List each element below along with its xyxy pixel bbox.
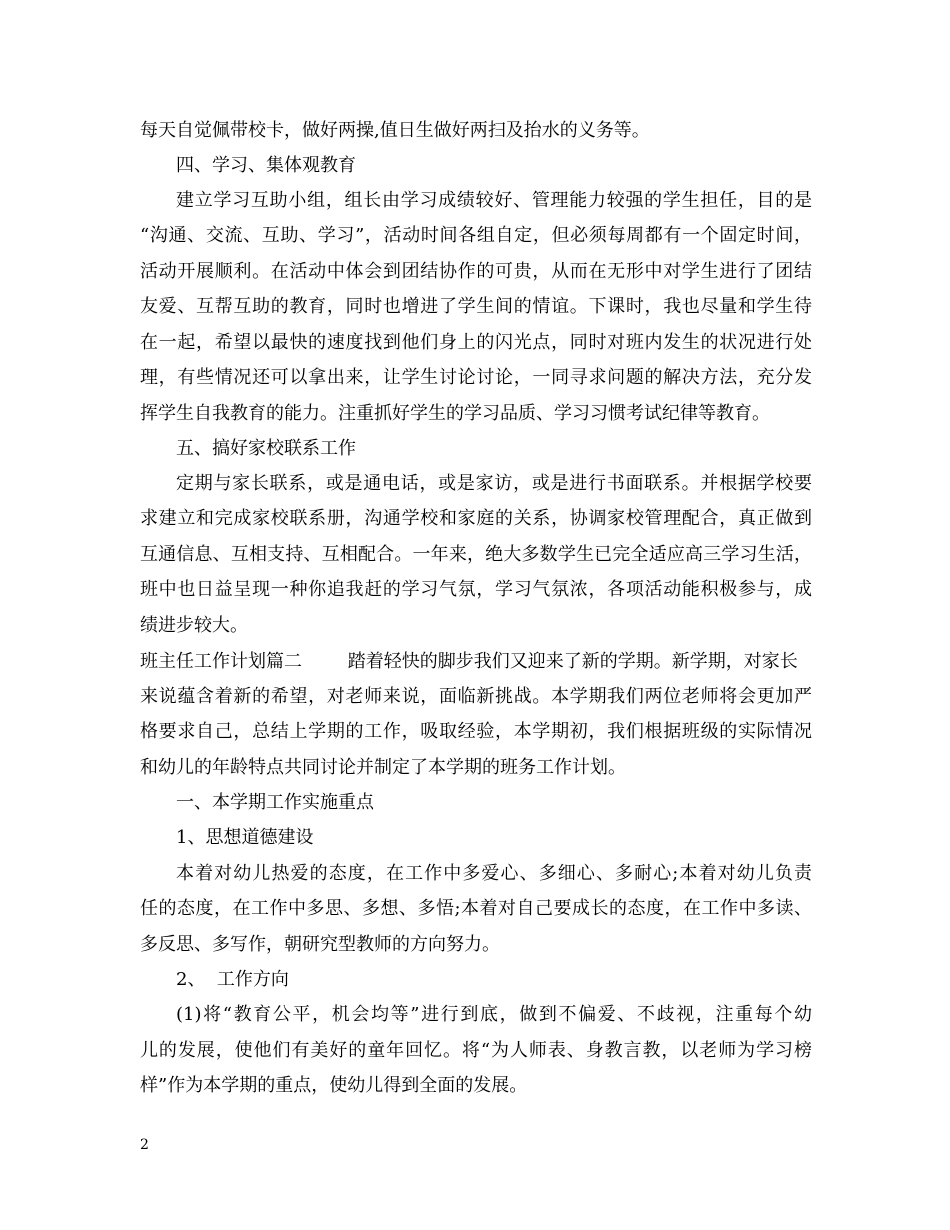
- section-heading: 四、学习、集体观教育: [176, 155, 356, 176]
- text-line: 绩进步较大。: [140, 615, 248, 636]
- text-line: 挥学生自我教育的能力。注重抓好学生的学习品质、学习习惯考试纪律等教育。: [140, 403, 770, 424]
- text-line: 任的态度，在工作中多思、多想、多悟;本着对自己要成长的态度，在工作中多读、: [140, 898, 812, 919]
- page-number: 2: [140, 1137, 149, 1153]
- text-line: 友爱、互帮互助的教育，同时也增进了学生间的情谊。下课时，我也尽量和学生待: [140, 296, 812, 317]
- text-line: 定期与家长联系，或是通电话，或是家访，或是进行书面联系。并根据学校要: [176, 473, 812, 494]
- text-line: 班中也日益呈现一种你追我赶的学习气氛，学习气氛浓，各项活动能积极参与，成: [140, 579, 812, 600]
- text-line: 本着对幼儿热爱的态度，在工作中多爱心、多细心、多耐心;本着对幼儿负责: [176, 863, 812, 884]
- section-heading: 一、本学期工作实施重点: [176, 792, 374, 813]
- text-line: 儿的发展，使他们有美好的童年回忆。将“为人师表、身教言教，以老师为学习榜: [140, 1040, 812, 1061]
- text-line: 理，有些情况还可以拿出来，让学生讨论讨论，一同寻求问题的解决方法，充分发: [140, 367, 812, 388]
- text-line: 建立学习互助小组，组长由学习成绩较好、管理能力较强的学生担任，目的是: [176, 190, 812, 211]
- text-line: 来说蕴含着新的希望，对老师来说，面临新挑战。本学期我们两位老师将会更加严: [140, 686, 812, 707]
- subsection-heading: 1、思想道德建设: [176, 827, 314, 848]
- text-line: 每天自觉佩带校卡，做好两操,值日生做好两扫及抬水的义务等。: [140, 120, 650, 141]
- text-line: “沟通、交流、互助、学习”，活动时间各组自定，但必须每周都有一个固定时间，: [140, 225, 812, 246]
- text-line: 在一起，希望以最快的速度找到他们身上的闪光点，同时对班内发生的状况进行处: [140, 332, 812, 353]
- text-line: 求建立和完成家校联系册，沟通学校和家庭的关系，协调家校管理配合，真正做到: [140, 508, 812, 529]
- text-line: 班主任工作计划篇二 踏着轻快的脚步我们又迎来了新的学期。新学期，对家长: [140, 651, 798, 672]
- text-line: 和幼儿的年龄特点共同讨论并制定了本学期的班务工作计划。: [140, 757, 626, 778]
- section-heading: 五、搞好家校联系工作: [176, 438, 356, 459]
- text-line: 格要求自己，总结上学期的工作，吸取经验，本学期初，我们根据班级的实际情况: [140, 721, 812, 742]
- text-line: 多反思、多写作，朝研究型教师的方向努力。: [140, 934, 500, 955]
- text-line: 样”作为本学期的重点，使幼儿得到全面的发展。: [140, 1075, 528, 1096]
- text-line: 活动开展顺利。在活动中体会到团结协作的可贵，从而在无形中对学生进行了团结: [140, 261, 812, 282]
- subsection-heading: 2、 工作方向: [176, 969, 289, 990]
- text-line: (1)将“教育公平，机会均等”进行到底，做到不偏爱、不歧视，注重每个幼: [176, 1004, 812, 1025]
- text-line: 互通信息、互相支持、互相配合。一年来，绝大多数学生已完全适应高三学习生活，: [140, 544, 812, 565]
